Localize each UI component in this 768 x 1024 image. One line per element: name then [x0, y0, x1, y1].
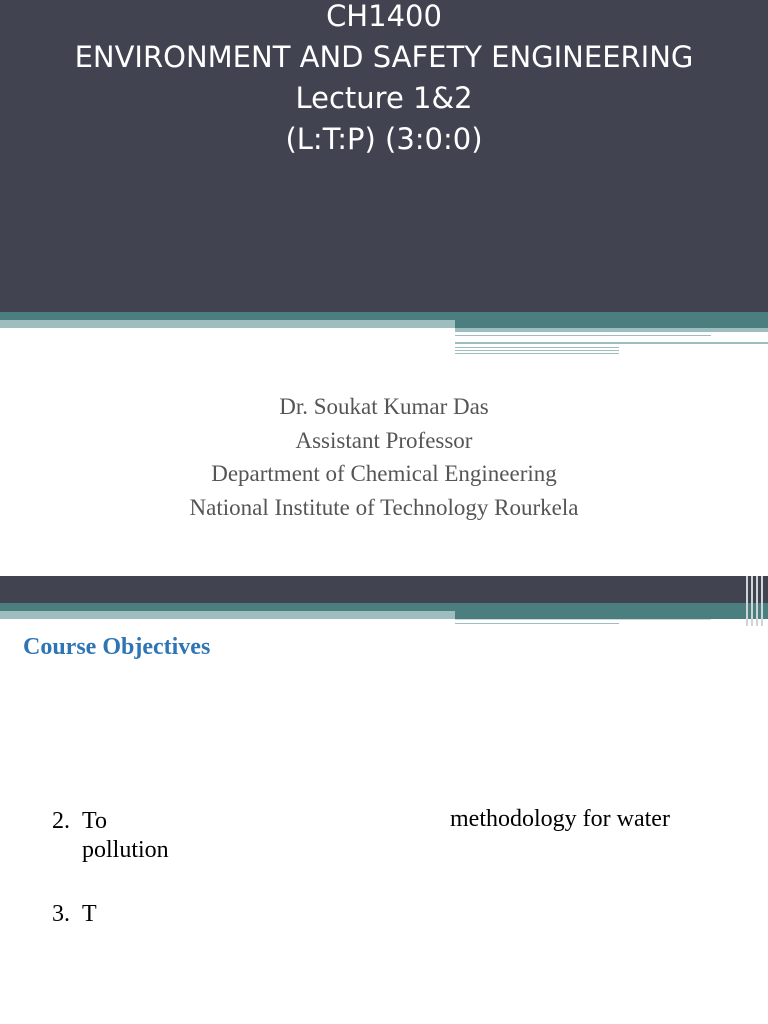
- objective-item-3: [52, 899, 97, 929]
- decorative-band: [0, 312, 768, 372]
- ltp-credits: (L:T:P) (3:0:0): [285, 122, 483, 156]
- course-objectives-heading: Course Objectives: [23, 634, 211, 660]
- course-code: CH1400: [326, 0, 442, 33]
- objective-number: 2.: [52, 808, 70, 834]
- slide2-corner-lines: [744, 576, 768, 626]
- author-institute: National Institute of Technology Rourkela: [189, 494, 579, 520]
- title-slide-header: [0, 0, 768, 312]
- lecture-number: Lecture 1&2: [295, 81, 473, 115]
- objective-text-end: methodology for water: [450, 806, 670, 832]
- author-department: Department of Chemical Engineering: [211, 461, 557, 486]
- objective-text-start: T: [82, 901, 97, 927]
- objective-item-2: [52, 806, 107, 836]
- author-name: Dr. Soukat Kumar Das: [279, 394, 489, 419]
- objective-number: 3.: [52, 901, 70, 927]
- author-position: Assistant Professor: [295, 427, 473, 453]
- objective-text-continuation: pollution: [82, 837, 169, 863]
- slide-title: [0, 0, 768, 160]
- slide2-header-strip: [0, 576, 768, 603]
- course-name: ENVIRONMENT AND SAFETY ENGINEERING: [74, 40, 694, 74]
- author-block: [0, 390, 768, 524]
- objective-text-start: To: [82, 808, 107, 834]
